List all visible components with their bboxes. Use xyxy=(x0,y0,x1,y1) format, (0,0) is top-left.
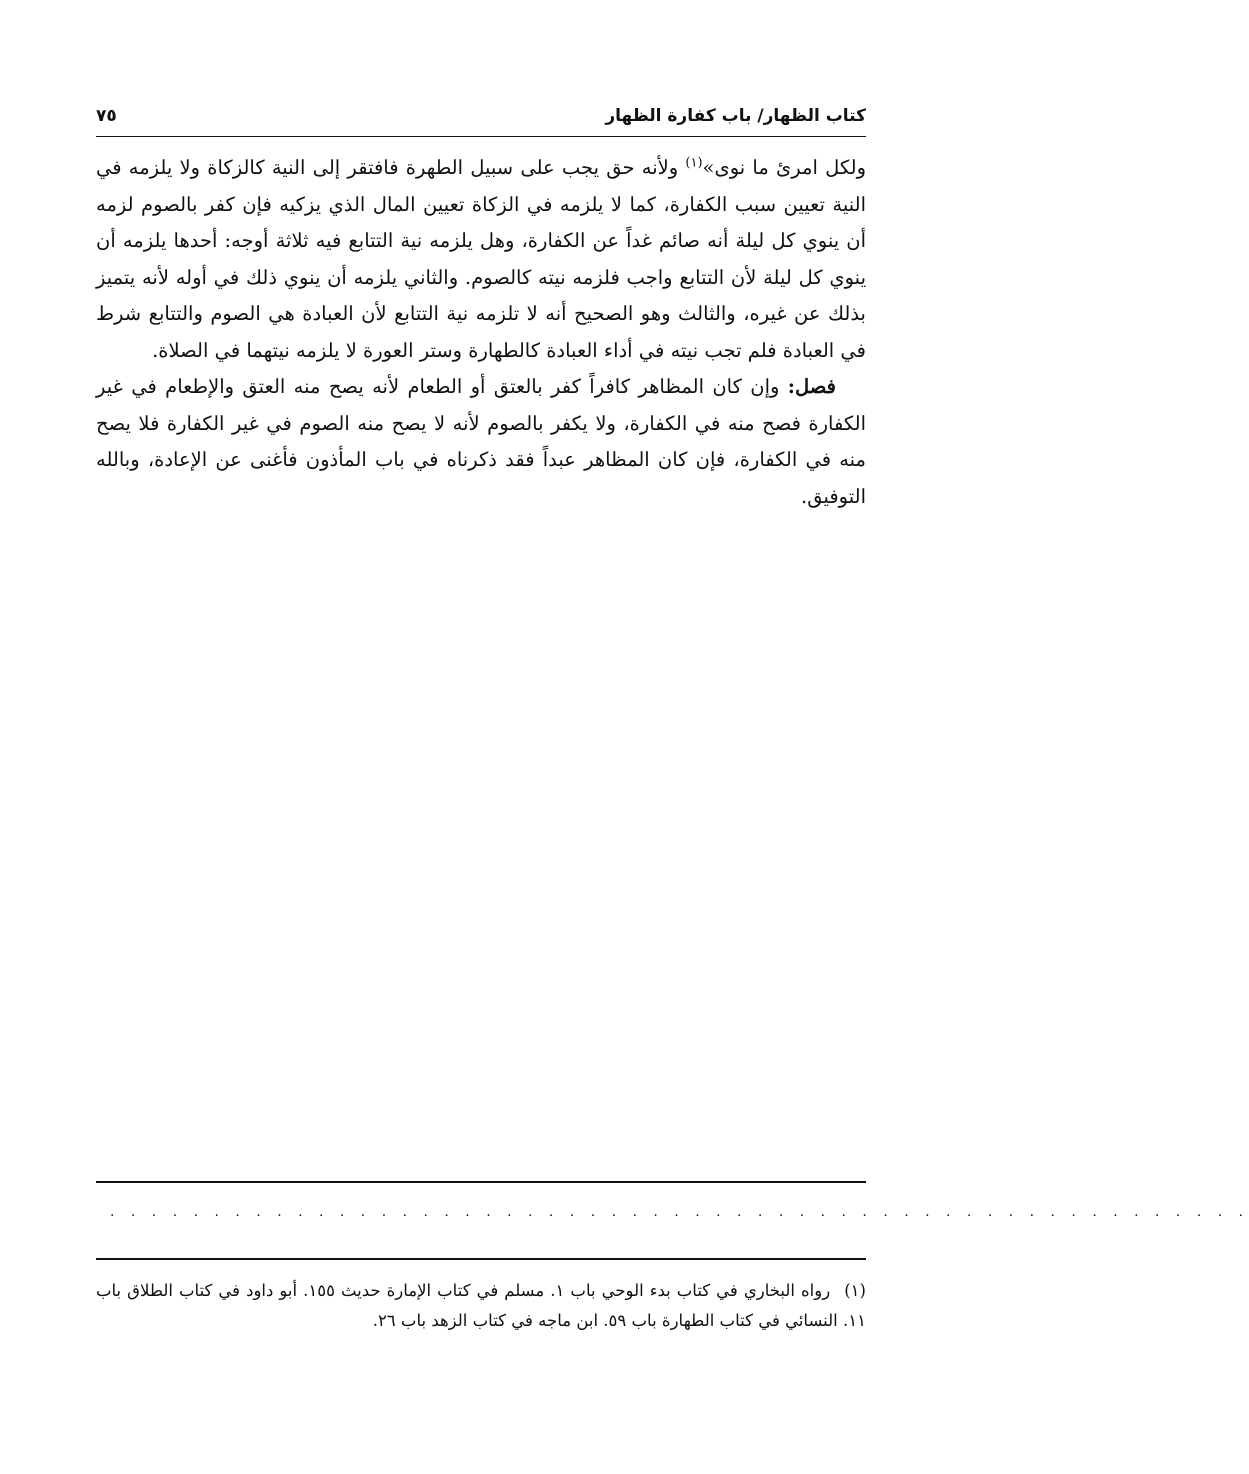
running-head: كتاب الظهار/ باب كفارة الظهار xyxy=(605,106,866,126)
section-label: فصل: xyxy=(787,375,836,398)
page-number: ٧٥ xyxy=(96,106,117,126)
paragraph-1-rest: ولأنه حق يجب على سبيل الطهرة فافتقر إلى النية كالزكاة ولا يلزمه في النية تعيين سبب الكفارة، كما لا يلزمه في الزكاة تعيين المال الذي يزكيه فإن كفر بالصوم لزمه أن ينوي كل ليلة أنه صائم غداً عن الكفارة، وهل يلزمه نية التتابع فيه ثلاثة أوجه: أحدها يلزمه أن ينوي كل ليلة لأن التتابع واجب فلزمه نيته كالصوم. والثاني يلزمه أن ينوي ذلك في أوله لأنه يتميز بذلك عن غيره، والثالث وهو الصحيح أنه لا تلزمه نية التتابع لأن العبادة هي الصوم والتتابع شرط في العبادة فلم تجب نيته في أداء العبادة كالطهارة وستر العورة لا يلزمه نيتهما في الصلاة. xyxy=(96,156,866,362)
footnote xyxy=(96,1276,866,1336)
paragraph-1-start: ولكل امرئ ما نوى» xyxy=(702,156,866,179)
paragraph-1 xyxy=(96,150,866,369)
paragraph-2-text: وإن كان المظاهر كافراً كفر بالعتق أو الطعام لأنه يصح منه العتق والإطعام في غير الكفارة فصح منه في الكفارة، ولا يكفر بالصوم لأنه لا يصح منه الصوم في غير الكفارة فلا يصح منه في الكفارة، فإن كان المظاهر عبداً فقد ذكرناه في باب المأذون فأغنى عن الإعادة، وبالله التوفيق. xyxy=(96,375,866,508)
footnote-reference[interactable]: (١) xyxy=(685,155,703,171)
footnote-separator-bottom xyxy=(96,1258,866,1260)
paragraph-2 xyxy=(96,369,866,515)
dotted-separator: . . . . . . . . . . . . . . . . . . . . . . . . . . . . . . . . . . . . . . . . . . . . . . . . . . . . . . . xyxy=(110,1204,1249,1220)
page-header xyxy=(96,100,866,137)
footnote-marker: (١) xyxy=(844,1281,866,1300)
footnote-text: رواه البخاري في كتاب بدء الوحي باب ١. مسلم في كتاب الإمارة حديث ١٥٥. أبو داود في كتاب الطلاق باب ١١. النسائي في كتاب الطهارة باب ٥٩. ابن ماجه في كتاب الزهد باب ٢٦. xyxy=(96,1281,866,1330)
footnote-separator-top xyxy=(96,1181,866,1183)
main-text xyxy=(96,150,866,515)
